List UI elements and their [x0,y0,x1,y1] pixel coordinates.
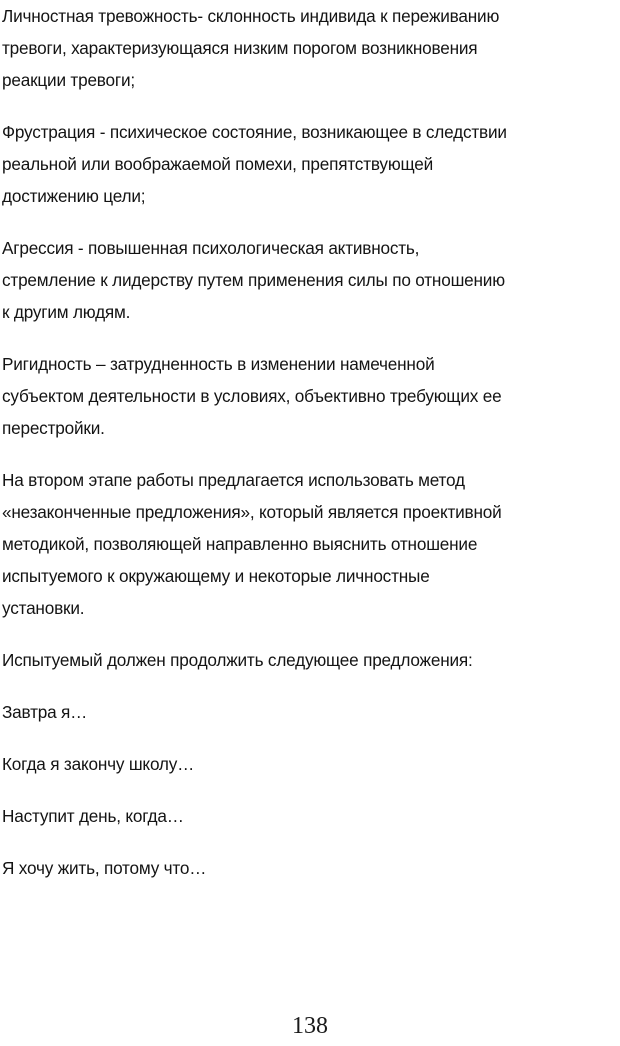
paragraph-frustration: Фрустрация - психическое состояние, возникающее в следствии реальной или воображаемой помехи, препятствующей достижению цели; [2,122,507,206]
paragraph-personal-anxiety: Личностная тревожность- склонность индивида к переживанию тревоги, характеризующаяся низким порогом возникновения реакции тревоги; [2,6,500,90]
paragraph-aggression: Агрессия - повышенная психологическая активность, стремление к лидерству путем применения силы по отношению к другим людям. [2,238,505,322]
page-body [2,0,618,904]
sentence-stem-tomorrow: Завтра я… [2,702,88,722]
paragraph-rigidity: Ригидность – затрудненность в изменении намеченной субъектом деятельности в условиях, объективно требующих ее перестройки. [2,354,502,438]
page-number: 138 [292,1013,328,1039]
paragraph-method-description: На втором этапе работы предлагается использовать метод «незаконченные предложения», который является проективной методикой, позволяющей направленно выяснить отношение испытуемого к окружающему и некоторые личностные установки. [2,470,502,618]
sentence-stem-live: Я хочу жить, потому что… [2,858,207,878]
sentence-stem-day: Наступит день, когда… [2,806,184,826]
sentence-stem-school: Когда я закончу школу… [2,754,195,774]
paragraph-instruction: Испытуемый должен продолжить следующее предложения: [2,650,473,670]
